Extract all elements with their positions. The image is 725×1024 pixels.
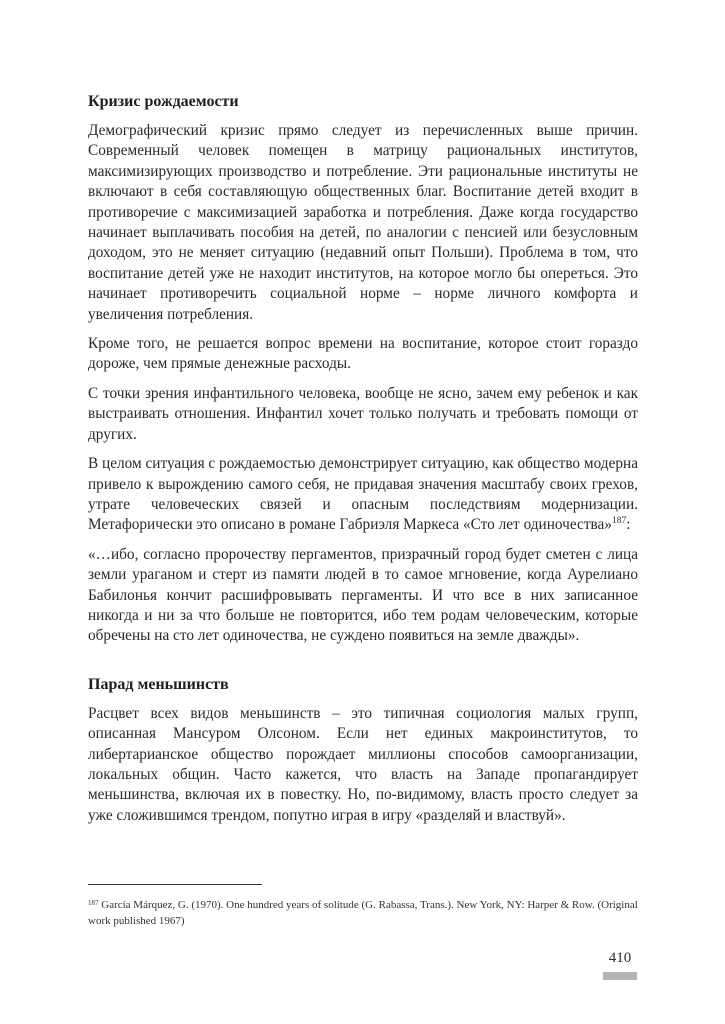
- page-number: 410: [608, 950, 632, 966]
- paragraph-minorities: Расцвет всех видов меньшинств – это типичная социология малых групп, описанная Мансуром Олсоном. Если нет единых макроинститутов, то либертарианское общество порождает миллионы способов самоорганизации, локальных общин. Часто кажется, что власть на Западе пропагандирует меньшинства, включая их в повестку. Но, по-видимому, власть просто следует за уже сложившимся трендом, попутно играя в игру «разделяй и властвуй».: [88, 704, 638, 824]
- footnote-text: García Márquez, G. (1970). One hundred years of solitude (G. Rabassa, Trans.). New York, NY: Harper & Row. (Original work published 1967): [88, 899, 638, 927]
- page-number-bar: [603, 972, 637, 980]
- section-heading-birth-crisis: Кризис рождаемости: [88, 93, 239, 110]
- paragraph-4-end: :: [626, 516, 631, 534]
- paragraph-3: С точки зрения инфантильного человека, вообще не ясно, зачем ему ребенок и как выстраивать отношения. Инфантил хочет только получать и требовать помощи от других.: [88, 384, 638, 443]
- page-body: [88, 92, 638, 835]
- section-heading-minorities: Парад меньшинств: [88, 675, 229, 693]
- paragraph-4-text: В целом ситуация с рождаемостью демонстрирует ситуацию, как общество модерна привело к вырождению самого себя, не придавая значения масштабу своих грехов, утрате человеческих связей и опасным последствиям модернизации. Метафорически это описано в романе Габриэля Маркеса «Сто лет одиночества»: [88, 455, 638, 534]
- quote-paragraph: «…ибо, согласно пророчеству пергаментов, призрачный город будет сметен с лица земли ураганом и стерт из памяти людей в то самое мгновение, когда Аурелиано Бабилонья кончит расшифровывать пергаменты. И что все в них записанное никогда и ни за что больше не повторится, ибо тем родам человеческим, которые обречены на сто лет одиночества, не суждено появиться на земле дважды».: [88, 545, 638, 645]
- footnote: [88, 898, 638, 929]
- paragraph-2: Кроме того, не решается вопрос времени на воспитание, которое стоит гораздо дороже, чем прямые денежные расходы.: [88, 335, 638, 373]
- footnote-ref-187[interactable]: 187: [611, 516, 627, 527]
- paragraph-4: [88, 454, 638, 536]
- footnote-number: 187: [88, 899, 99, 907]
- footnote-divider: [88, 884, 262, 885]
- paragraph-1: Демографический кризис прямо следует из перечисленных выше причин. Современный человек помещен в матрицу рациональных институтов, максимизирующих производство и потребление. Эти рациональные институты не включают в себя составляющую общественных благ. Воспитание детей входит в противоречие с максимизацией заработка и потребления. Даже когда государство начинает выплачивать пособия на детей, по аналогии с пенсией или безусловным доходом, это не меняет ситуацию (недавний опыт Польши). Проблема в том, что воспитание детей уже не находит институтов, на которое могло бы опереться. Это начинает противоречить социальной норме – норме личного комфорта и увеличения потребления.: [88, 122, 638, 323]
